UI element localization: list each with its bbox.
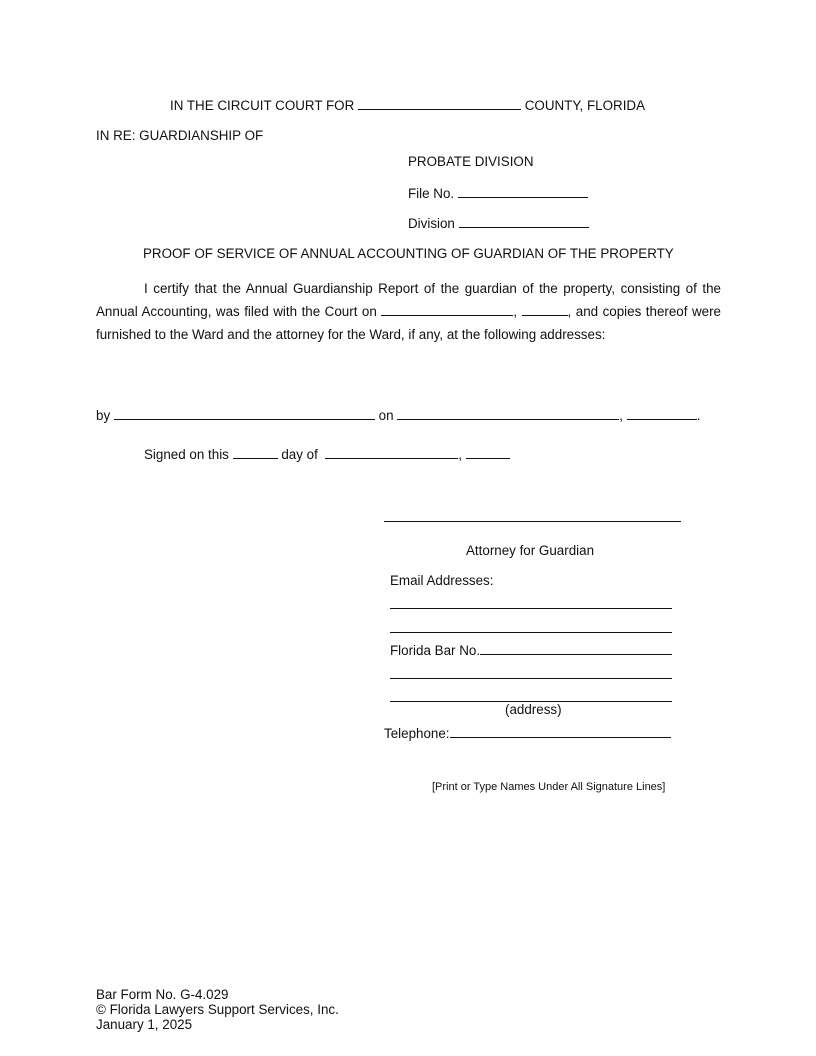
signed-year-blank[interactable] [466,446,510,459]
address-label: (address) [505,702,562,717]
division-blank[interactable] [459,215,589,228]
form-date: January 1, 2025 [96,1017,193,1032]
service-period: . [696,408,701,423]
in-re-caption: IN RE: GUARDIANSHIP OF [96,128,264,143]
email-line-2[interactable] [390,632,672,633]
copyright-notice: © Florida Lawyers Support Services, Inc. [96,1002,339,1017]
signed-comma: , [458,447,463,462]
telephone-blank[interactable] [450,725,671,738]
service-comma: , [619,408,623,423]
email-line-1[interactable] [390,608,672,609]
file-no-field [408,185,588,202]
signature-line[interactable] [384,521,681,522]
florida-bar-no-blank[interactable] [480,642,672,655]
service-date-blank[interactable] [397,407,619,420]
attorney-for-guardian-label: Attorney for Guardian [466,543,595,558]
filing-year-blank[interactable] [522,303,568,316]
county-blank[interactable] [358,97,521,110]
certification-text-1: I certify that the Annual Guardianship Report of the guardian of the property, consisting of the Annual Accounting, was filed with the Court on [96,281,721,319]
signed-line [144,446,510,463]
court-caption-prefix: IN THE CIRCUIT COURT FOR [170,98,355,113]
print-names-note: [Print or Type Names Under All Signature Lines] [432,781,666,793]
court-caption [170,97,645,114]
signed-month-blank[interactable] [325,446,458,459]
on-label: on [378,408,394,423]
address-line-1[interactable] [390,678,672,679]
service-year-blank[interactable] [627,407,697,420]
bar-form-number: Bar Form No. G-4.029 [96,987,229,1002]
service-line [96,407,700,424]
signed-on-label: Signed on this [144,447,229,462]
division-field [408,215,589,232]
certification-text-2: , [513,304,518,319]
signed-day-blank[interactable] [233,446,278,459]
by-label: by [96,408,111,423]
certification-paragraph [96,277,721,346]
probate-division: PROBATE DIVISION [408,154,534,169]
filing-date-blank[interactable] [381,303,513,316]
certification-text-3: , and copies thereof were furnished to the Ward and the attorney for the Ward, if any, at the following addresses: [96,304,721,342]
file-no-label: File No. [408,186,455,201]
telephone-label: Telephone: [384,726,450,741]
division-label: Division [408,216,455,231]
served-by-blank[interactable] [114,407,375,420]
email-addresses-label: Email Addresses: [390,573,494,588]
florida-bar-no-field [390,642,672,659]
document-title: PROOF OF SERVICE OF ANNUAL ACCOUNTING OF GUARDIAN OF THE PROPERTY [143,246,674,261]
file-no-blank[interactable] [458,185,588,198]
florida-bar-no-label: Florida Bar No. [390,643,481,658]
court-caption-suffix: COUNTY, FLORIDA [524,98,646,113]
day-of-label: day of [281,447,318,462]
telephone-field [384,725,671,742]
